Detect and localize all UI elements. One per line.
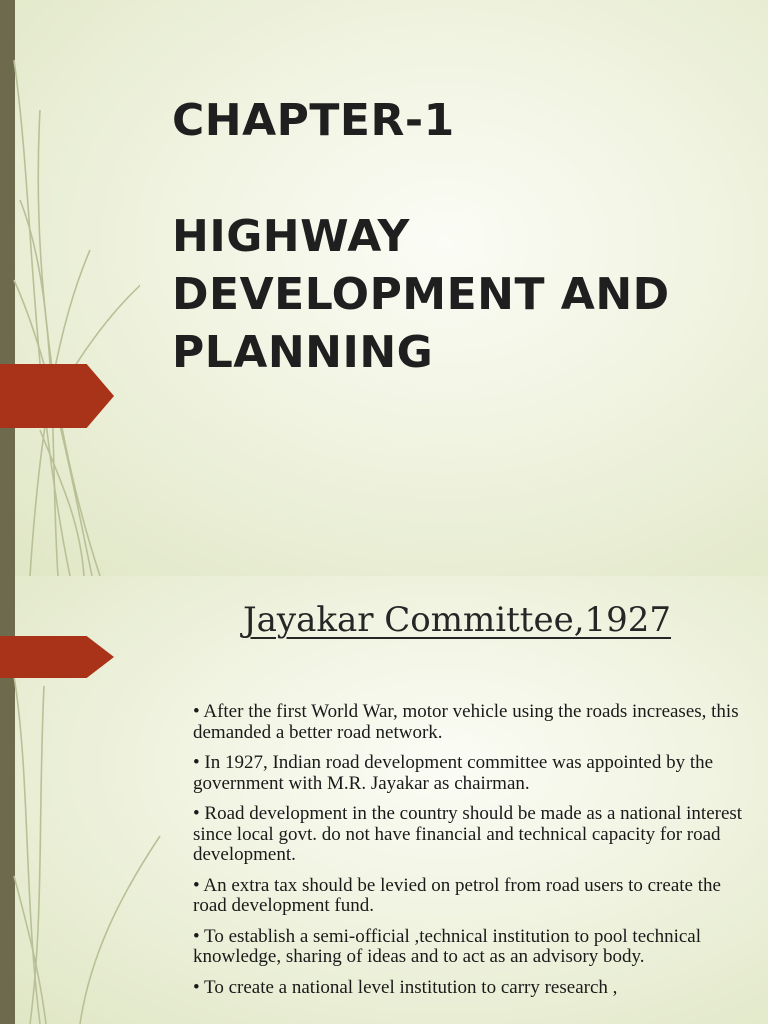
title-line: HIGHWAY (172, 211, 410, 262)
title-line: PLANNING (172, 327, 434, 378)
content-slide (0, 576, 768, 1024)
slide-title (172, 92, 752, 382)
bullet-item: • To create a national level institution to carry research , (193, 976, 618, 998)
title-line: DEVELOPMENT AND (172, 269, 670, 320)
bullet-item: • To establish a semi-official ,technical institution to pool technical knowledge, sharing of ideas and to act as an advisory body. (193, 925, 701, 967)
bullet-item: • Road development in the country should be made as a national interest since local govt. do not have financial and technical capacity for road development. (193, 803, 743, 865)
bullet-item: • An extra tax should be levied on petrol from road users to create the road development fund. (193, 874, 721, 916)
slide-title (0, 600, 768, 640)
bullet-item: • In 1927, Indian road development committee was appointed by the government with M.R. Jayakar as chairman. (193, 752, 714, 794)
slide-title-text: Jayakar Committee,1927 (242, 600, 672, 640)
bullet-item: • After the first World War, motor vehicle using the roads increases, this demanded a better road network. (193, 701, 739, 743)
bullet-list (193, 702, 753, 1008)
vine-decoration (0, 0, 140, 576)
chapter-heading: CHAPTER-1 (172, 95, 455, 146)
